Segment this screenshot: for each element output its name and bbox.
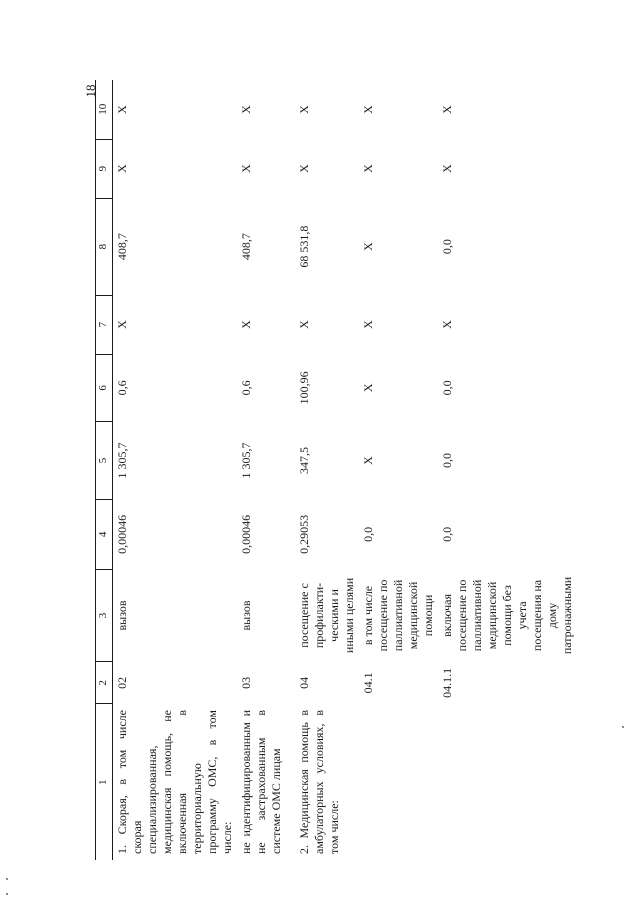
value-cell: 1 305,7 [114, 442, 129, 479]
value-cell: 408,7 [114, 233, 129, 261]
value-cell: Х [114, 320, 129, 329]
header-row [96, 80, 113, 860]
value-cell: Х [439, 164, 454, 173]
value-cell: Х [360, 164, 375, 173]
value-cell: 0,0 [439, 380, 454, 396]
value-cell: Х [238, 164, 253, 173]
value-cell: 0,0 [360, 526, 375, 542]
unit-cell: в том числе посещение по паллиативной медицинской помощи [360, 579, 435, 652]
value-cell: Х [360, 105, 375, 114]
row-code: 04 [296, 676, 311, 689]
row-code: 03 [238, 676, 253, 689]
value-cell: 68 531,8 [296, 225, 311, 268]
table-row [295, 80, 359, 860]
value-cell: Х [360, 383, 375, 393]
value-cell: 100,96 [296, 371, 311, 405]
header-cell: 3 [96, 569, 113, 662]
header-cell: 9 [96, 139, 113, 198]
value-cell: Х [296, 105, 311, 114]
row-code: 02 [114, 676, 129, 689]
row-label: не идентифицированным и не застрахованным в системе ОМС лицам [238, 710, 283, 854]
row-code: 04.1.1 [439, 667, 454, 698]
value-cell: 0,6 [238, 380, 253, 396]
value-cell: 347,5 [296, 447, 311, 475]
scan-speck [6, 893, 8, 895]
header-cell: 2 [96, 662, 113, 704]
value-cell: Х [360, 456, 375, 465]
unit-cell: вызов [114, 600, 129, 631]
value-cell: 0,0 [439, 239, 454, 255]
value-cell: 1 305,7 [238, 442, 253, 479]
value-cell: Х [238, 105, 253, 114]
row-code: 04.1 [360, 672, 375, 694]
header-cell: 10 [96, 80, 113, 139]
value-cell: Х [114, 105, 129, 114]
value-cell: Х [114, 164, 129, 173]
value-cell: Х [360, 242, 375, 251]
row-label: 2. Медицинская помощь в амбулаторных условиях, в том числе: [296, 710, 341, 854]
table-row [112, 80, 237, 860]
row-label: 1. Скорая, в том числе скорая специализированная, медицинская помощь, не включенная в территориальную программу ОМС, в том числе: [114, 710, 234, 854]
header-cell: 7 [96, 295, 113, 354]
row-label [359, 704, 438, 860]
page-number: 18 [83, 84, 98, 98]
header-cell: 5 [96, 422, 113, 500]
value-cell: Х [296, 164, 311, 173]
value-cell: Х [296, 320, 311, 329]
value-cell: 0,0 [439, 526, 454, 542]
value-cell: 408,7 [238, 233, 253, 261]
row-label [438, 704, 577, 860]
value-cell: Х [439, 320, 454, 329]
table-row [359, 80, 438, 860]
scan-speck [622, 726, 624, 728]
unit-cell: вызов [238, 600, 253, 631]
header-cell: 4 [96, 500, 113, 570]
value-cell: 0,0 [439, 453, 454, 469]
value-cell: 0,00046 [238, 514, 253, 554]
value-cell: 0,29053 [296, 514, 311, 554]
data-table [95, 80, 577, 860]
value-cell: Х [439, 105, 454, 114]
header-cell: 8 [96, 198, 113, 295]
value-cell: 0,00046 [114, 514, 129, 554]
scan-speck [6, 878, 8, 880]
header-cell: 1 [96, 704, 113, 860]
unit-cell: включая посещение по паллиативной медицинской помощи без учета посещения на дому патронажными [439, 576, 574, 655]
unit-cell: посещение с профилакти-ческими и иными целями [296, 577, 356, 654]
value-cell: Х [360, 320, 375, 329]
table-row [438, 80, 577, 860]
value-cell: 0,6 [114, 380, 129, 396]
table-row [237, 80, 295, 860]
header-cell: 6 [96, 354, 113, 421]
value-cell: Х [238, 320, 253, 329]
rotated-table-container [95, 80, 575, 860]
